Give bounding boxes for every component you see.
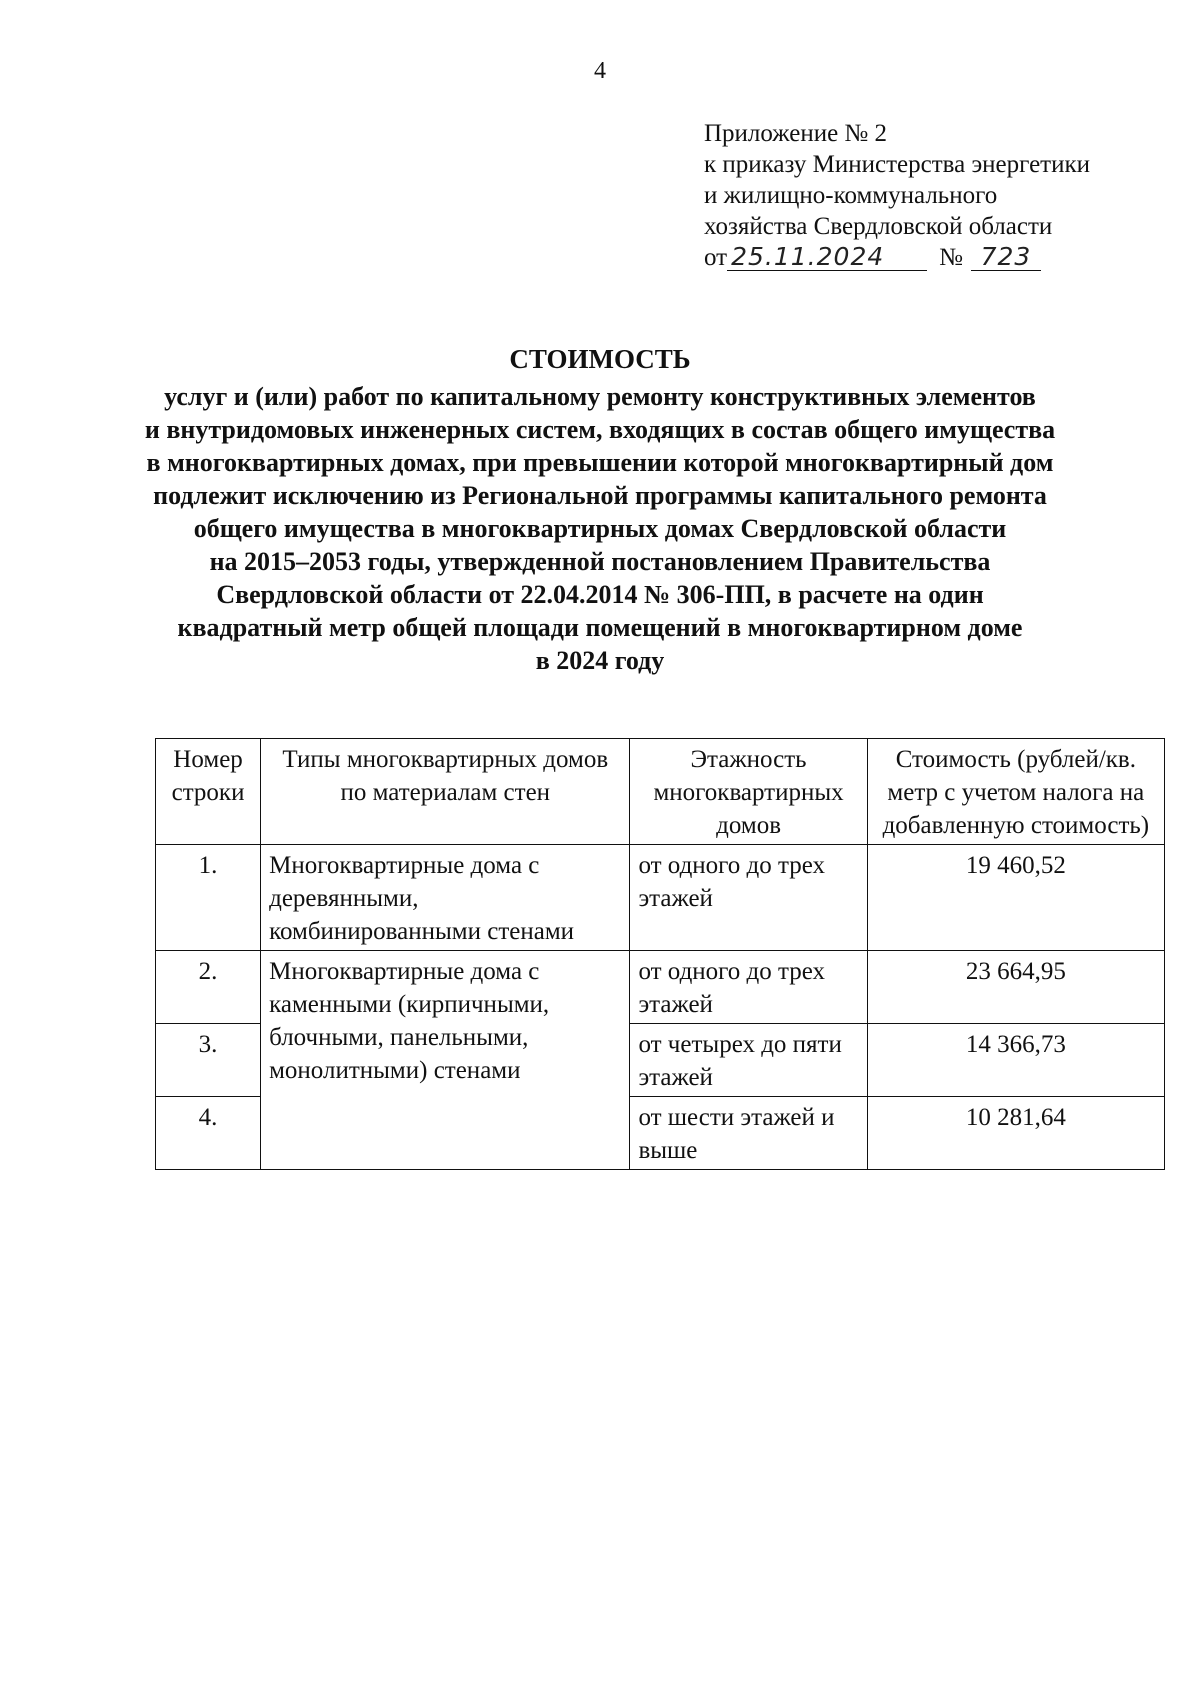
house-type: Многоквартирные дома с деревянными, комбинированными стенами xyxy=(261,845,630,951)
number-sign: № xyxy=(939,244,963,271)
header-floors: Этажность многоквартирных домов xyxy=(630,739,867,845)
cost-value: 14 366,73 xyxy=(867,1024,1164,1097)
header-row-number: Номер строки xyxy=(156,739,261,845)
row-number: 3. xyxy=(156,1024,261,1097)
floors: от шести этажей и выше xyxy=(630,1097,867,1170)
document-title: СТОИМОСТЬ xyxy=(509,344,691,374)
subtitle-line: в 2024 году xyxy=(535,646,665,675)
appendix-line: Приложение № 2 xyxy=(704,120,888,147)
table-row xyxy=(156,845,1165,951)
appendix-line: к приказу Министерства энергетики xyxy=(704,151,1090,178)
row-number: 4. xyxy=(156,1097,261,1170)
header-cost: Стоимость (рублей/кв. метр с учетом налога на добавленную стоимость) xyxy=(867,739,1164,845)
appendix-block xyxy=(704,118,1174,273)
cost-value: 23 664,95 xyxy=(867,951,1164,1024)
floors: от одного до трех этажей xyxy=(630,845,867,951)
cost-value: 10 281,64 xyxy=(867,1097,1164,1170)
page-number: 4 xyxy=(594,58,606,84)
table-header-row xyxy=(156,739,1165,845)
from-label: от xyxy=(704,244,728,271)
floors: от одного до трех этажей xyxy=(630,951,867,1024)
header-house-type: Типы многоквартирных домов по материалам стен xyxy=(261,739,630,845)
appendix-line: и жилищно-коммунального xyxy=(704,182,998,209)
cost-value: 19 460,52 xyxy=(867,845,1164,951)
house-type: Многоквартирные дома с каменными (кирпичными, блочными, панельными, монолитными) стенами xyxy=(261,951,630,1170)
subtitle-line: на 2015–2053 годы, утвержденной постановлением Правительства xyxy=(209,547,991,576)
row-number: 2. xyxy=(156,951,261,1024)
floors: от четырех до пяти этажей xyxy=(630,1024,867,1097)
row-number: 1. xyxy=(156,845,261,951)
table-row xyxy=(156,951,1165,1024)
handwritten-number: 723 xyxy=(971,244,1041,271)
order-date-number-line xyxy=(704,242,1174,273)
cost-table xyxy=(155,738,1165,1170)
subtitle-line: в многоквартирных домах, при превышении которой многоквартирный дом xyxy=(146,448,1054,477)
appendix-line: хозяйства Свердловской области xyxy=(704,213,1053,240)
subtitle-line: квадратный метр общей площади помещений в многоквартирном доме xyxy=(177,613,1023,642)
subtitle-line: и внутридомовых инженерных систем, входящих в состав общего имущества xyxy=(144,415,1056,444)
subtitle-line: общего имущества в многоквартирных домах Свердловской области xyxy=(193,514,1007,543)
handwritten-date: 25.11.2024 xyxy=(727,244,927,271)
subtitle-line: услуг и (или) работ по капитальному ремонту конструктивных элементов xyxy=(164,382,1036,411)
subtitle-line: подлежит исключению из Региональной программы капитального ремонта xyxy=(153,481,1047,510)
document-subtitle xyxy=(120,380,1080,677)
subtitle-line: Свердловской области от 22.04.2014 № 306-ПП, в расчете на один xyxy=(216,580,984,609)
